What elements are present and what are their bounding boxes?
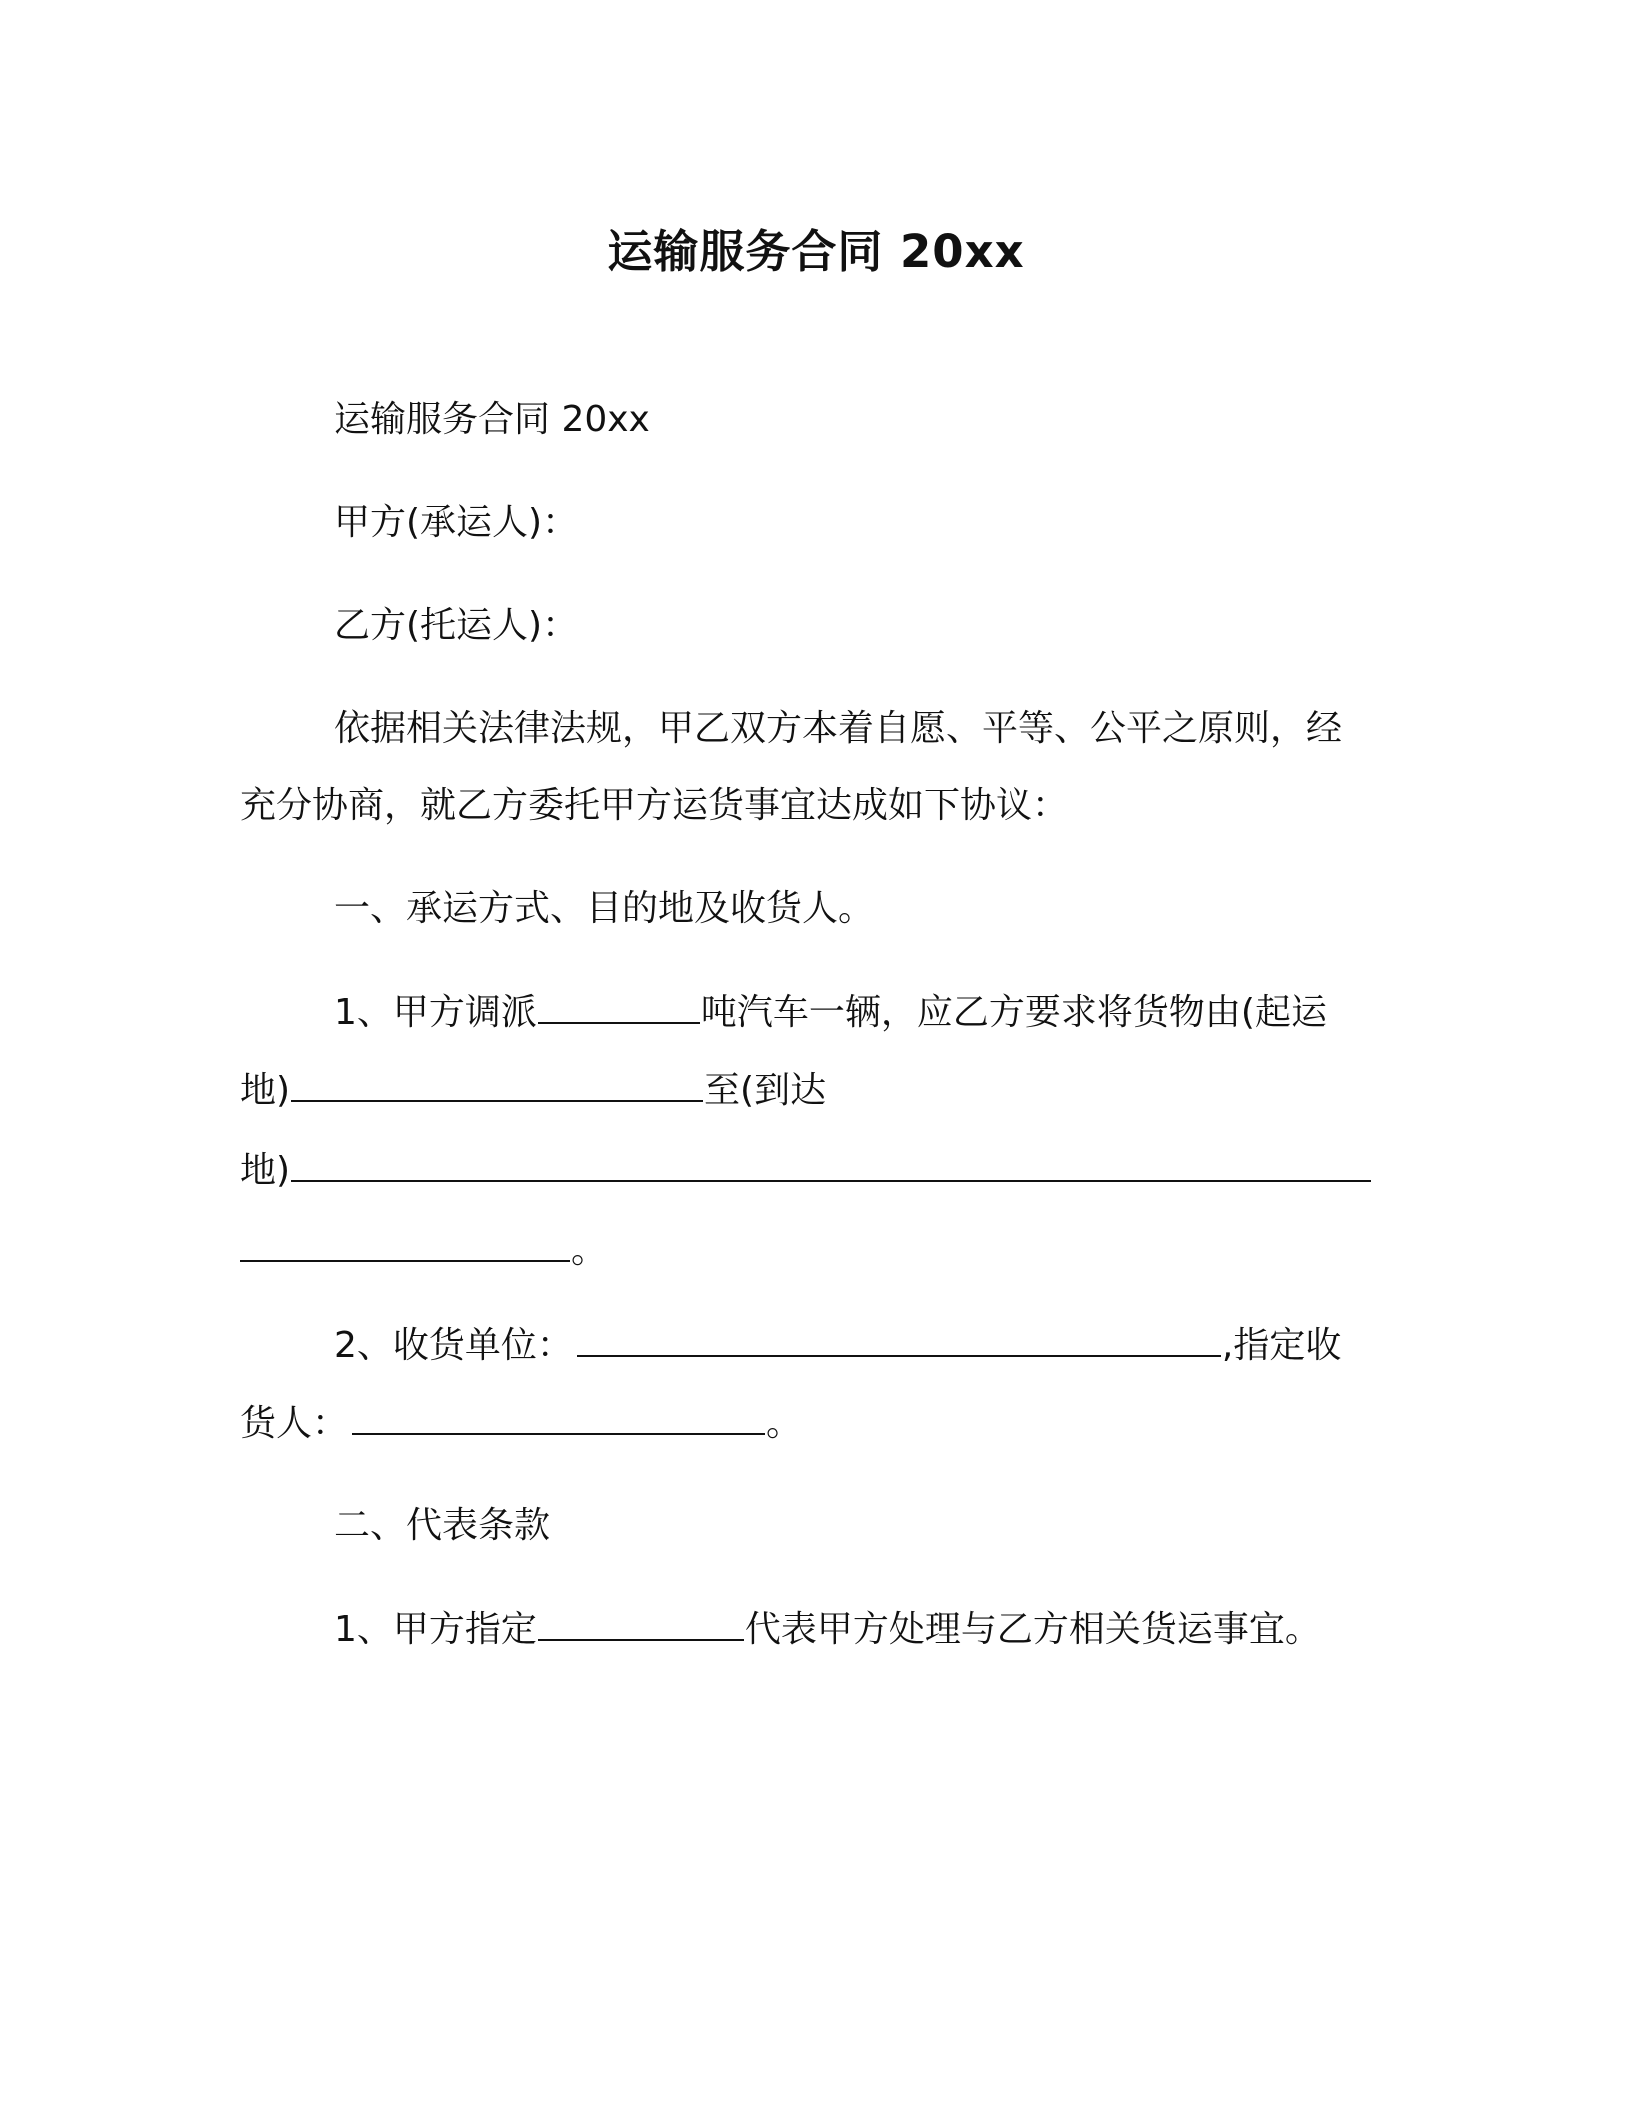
section-2-heading xyxy=(334,1506,1375,1546)
destination-blank[interactable] xyxy=(291,1150,1371,1182)
item-1-1-text-e: 地) xyxy=(240,1150,291,1191)
item-1-2-text-a: 2、收货单位： xyxy=(334,1325,573,1366)
party-a-label: 甲方(承运人)： xyxy=(334,502,579,543)
preamble-line-1 xyxy=(334,709,1375,749)
item-1-1-line-4 xyxy=(240,1230,1375,1270)
preamble-text-1: 依据相关法律法规，甲乙双方本着自愿、平等、公平之原则，经 xyxy=(334,708,1343,749)
item-1-1-text-a: 1、甲方调派 xyxy=(334,992,537,1033)
item-1-2-text-b: ,指定收 xyxy=(1221,1325,1342,1366)
item-1-2-line-2 xyxy=(240,1403,1375,1443)
item-1-1-line-1 xyxy=(334,992,1375,1032)
consignee-blank[interactable] xyxy=(352,1403,765,1435)
receiving-unit-blank[interactable] xyxy=(577,1325,1221,1357)
origin-blank[interactable] xyxy=(291,1070,703,1102)
heading-repeat-text: 运输服务合同 20xx xyxy=(334,399,650,440)
document-title: 运输服务合同 20xx xyxy=(607,225,1025,278)
item-1-2-text-c: 货人： xyxy=(240,1403,349,1444)
party-a-line xyxy=(334,503,1375,543)
section-1-text: 一、承运方式、目的地及收货人。 xyxy=(334,888,875,929)
item-2-1-line-1 xyxy=(334,1609,1375,1649)
item-1-1-text-f: 。 xyxy=(571,1230,608,1271)
item-1-1-text-d: 至(到达 xyxy=(704,1070,827,1111)
item-2-1-text-b: 代表甲方处理与乙方相关货运事宜。 xyxy=(744,1609,1321,1650)
preamble-line-2 xyxy=(240,786,1375,826)
item-1-1-text-b: 吨汽车一辆，应乙方要求将货物由(起运 xyxy=(700,992,1327,1033)
item-1-1-line-2 xyxy=(240,1070,1375,1110)
party-b-line xyxy=(334,606,1375,646)
destination-blank-continued[interactable] xyxy=(240,1230,570,1262)
item-1-2-line-1 xyxy=(334,1325,1375,1365)
item-1-1-text-c: 地) xyxy=(240,1070,291,1111)
item-1-2-text-d: 。 xyxy=(766,1403,803,1444)
section-2-text: 二、代表条款 xyxy=(334,1505,551,1546)
party-a-representative-blank[interactable] xyxy=(538,1609,744,1641)
item-1-1-line-3 xyxy=(240,1150,1375,1190)
heading-repeat-line xyxy=(334,400,1375,440)
section-1-heading xyxy=(334,889,1375,929)
preamble-text-2: 充分协商，就乙方委托甲方运货事宜达成如下协议： xyxy=(240,785,1069,826)
vehicle-tonnage-blank[interactable] xyxy=(538,992,700,1024)
item-2-1-text-a: 1、甲方指定 xyxy=(334,1609,537,1650)
party-b-label: 乙方(托运人)： xyxy=(334,605,579,646)
